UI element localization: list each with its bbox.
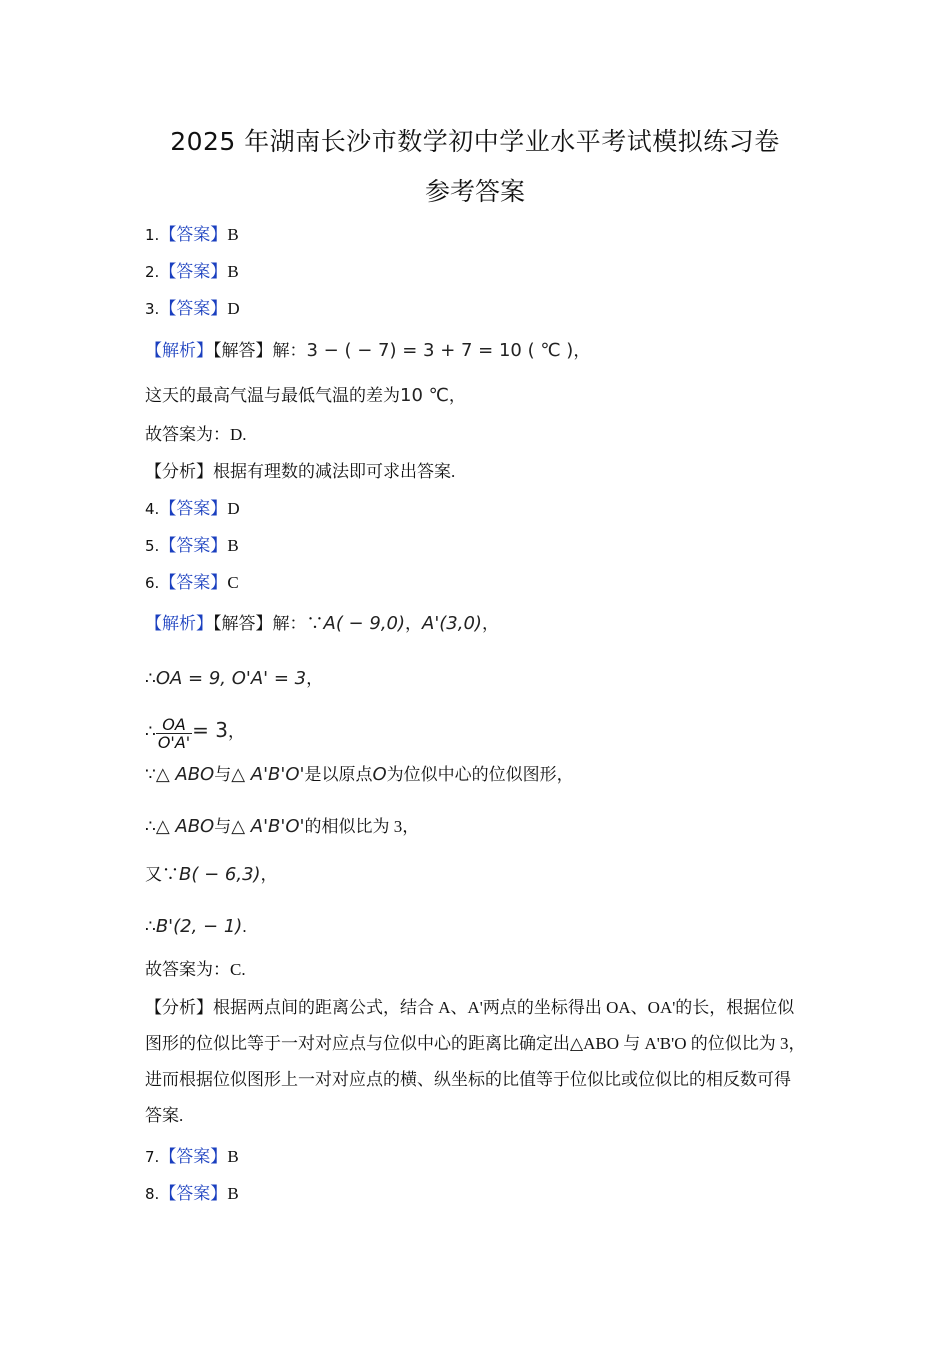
q6-ratio-text-line	[145, 816, 419, 838]
comma: ，	[481, 614, 499, 633]
jiexi-tag: 【解析】	[145, 341, 213, 360]
comma: ，	[306, 669, 324, 688]
q6-analysis-line-1	[145, 990, 830, 1026]
answer-tag: 【答案】	[159, 499, 228, 518]
answer-line-3	[145, 298, 240, 320]
q3-difference-line	[145, 385, 466, 407]
question-number: 2.	[145, 263, 160, 281]
page-title: 2025 年湖南长沙市数学初中学业水平考试模拟练习卷	[170, 127, 780, 156]
q6-lengths: OA = 9, O'A' = 3	[155, 668, 307, 689]
ratio-text: 的相似比为 3，	[304, 817, 420, 836]
q6-point-b-prime-line	[145, 916, 247, 938]
and-word: 与	[214, 765, 232, 784]
point-a-prime: A'(3,0)	[422, 613, 482, 634]
therefore-symbol: ∴	[145, 722, 156, 741]
q3-solution-line	[145, 340, 590, 362]
answer-value: B	[227, 262, 239, 281]
jieda-tag: 【解答】	[213, 614, 273, 633]
fenxi-tag: 【分析】	[145, 462, 213, 481]
answer-tag: 【答案】	[159, 1147, 228, 1166]
answer-line-7	[145, 1146, 239, 1168]
q3-temperature: 10 ℃	[400, 385, 449, 406]
q6-point-b-line	[145, 864, 278, 886]
answer-line-8	[145, 1183, 239, 1205]
and-word: 与	[214, 817, 232, 836]
answer-tag: 【答案】	[159, 299, 228, 318]
answer-line-1	[145, 224, 239, 246]
origin-o: O	[372, 764, 387, 785]
question-number: 1.	[145, 226, 160, 244]
answer-value: C	[227, 573, 239, 592]
q6-conclusion: 故答案为：C.	[145, 960, 246, 979]
because-symbol: ∵	[145, 765, 156, 784]
answer-tag: 【答案】	[159, 573, 228, 592]
page-subtitle: 参考答案	[424, 177, 525, 206]
triangle-abo-prime: △ A'B'O'	[231, 764, 305, 785]
therefore-symbol: ∴	[145, 917, 156, 936]
fraction-value: = 3	[192, 718, 229, 742]
fenxi-tag: 【分析】	[145, 998, 213, 1017]
fraction-numerator: OA	[156, 716, 192, 734]
triangle-abo: △ ABO	[155, 764, 215, 785]
jiexi-tag: 【解析】	[145, 614, 213, 633]
comma: ，	[228, 722, 246, 741]
q3-text: 这天的最高气温与最低气温的差为	[145, 386, 400, 405]
separator: ，	[405, 614, 423, 633]
question-number: 4.	[145, 500, 160, 518]
answer-tag: 【答案】	[159, 225, 228, 244]
q6-analysis-line-3: 进而根据位似图形上一对对应点的横、纵坐标的比值等于位似比或位似比的相反数可得	[145, 1070, 791, 1089]
comma: ，	[573, 341, 591, 360]
because-symbol: ∵	[306, 614, 324, 633]
jieda-tag: 【解答】	[213, 341, 273, 360]
q6-solution-line	[145, 613, 499, 635]
similar-text-2: 为位似中心的位似图形，	[386, 765, 574, 784]
comma: ，	[448, 386, 466, 405]
jie-label: 解：	[272, 341, 307, 360]
q3-formula: 3 − ( − 7) = 3 + 7 = 10 ( ℃ )	[306, 340, 574, 361]
question-number: 5.	[145, 537, 160, 555]
answer-line-6	[145, 572, 239, 594]
period: .	[242, 917, 247, 936]
q6-similar-line	[145, 764, 574, 786]
point-b: B( − 6,3)	[179, 864, 261, 885]
question-number: 3.	[145, 300, 160, 318]
q6-analysis	[145, 990, 830, 1134]
answer-tag: 【答案】	[159, 262, 228, 281]
answer-value: B	[227, 1184, 239, 1203]
therefore-symbol: ∴	[145, 817, 156, 836]
jie-label: 解：	[272, 614, 307, 633]
answer-tag: 【答案】	[159, 536, 228, 555]
similar-text: 是以原点	[304, 765, 373, 784]
also-because: 又∵	[145, 865, 179, 884]
q6-ratio-line	[145, 710, 245, 752]
q3-analysis-line	[145, 461, 455, 483]
question-number: 6.	[145, 574, 160, 592]
triangle-abo: △ ABO	[155, 816, 215, 837]
answer-line-2	[145, 261, 239, 283]
comma: ，	[260, 865, 278, 884]
point-a: A( − 9,0)	[323, 613, 406, 634]
answer-value: D	[227, 499, 240, 518]
answer-value: B	[227, 1147, 239, 1166]
point-b-prime: B'(2, − 1)	[155, 916, 243, 937]
q6-analysis-line-2: 图形的位似比等于一对对应点与位似中心的距离比确定出△ABO 与 A'B'O 的位似比为 3，	[145, 1034, 806, 1053]
q6-length-line	[145, 668, 323, 690]
answer-tag: 【答案】	[159, 1184, 228, 1203]
triangle-abo-prime: △ A'B'O'	[231, 816, 305, 837]
answer-value: D	[227, 299, 240, 318]
ratio-fraction	[156, 716, 192, 751]
question-number: 8.	[145, 1185, 160, 1203]
fraction-denominator: O'A'	[157, 732, 191, 752]
q3-conclusion: 故答案为：D.	[145, 425, 247, 444]
q3-analysis: 根据有理数的减法即可求出答案.	[213, 462, 456, 481]
q6-analysis-line-4: 答案.	[145, 1106, 184, 1125]
answer-value: B	[227, 536, 239, 555]
answer-line-4	[145, 498, 240, 520]
question-number: 7.	[145, 1148, 160, 1166]
analysis-text: 根据两点间的距离公式，结合 A、A'两点的坐标得出 OA、OA'的长，根据位似	[213, 998, 795, 1017]
answer-line-5	[145, 535, 239, 557]
answer-value: B	[227, 225, 239, 244]
therefore-symbol: ∴	[145, 669, 156, 688]
